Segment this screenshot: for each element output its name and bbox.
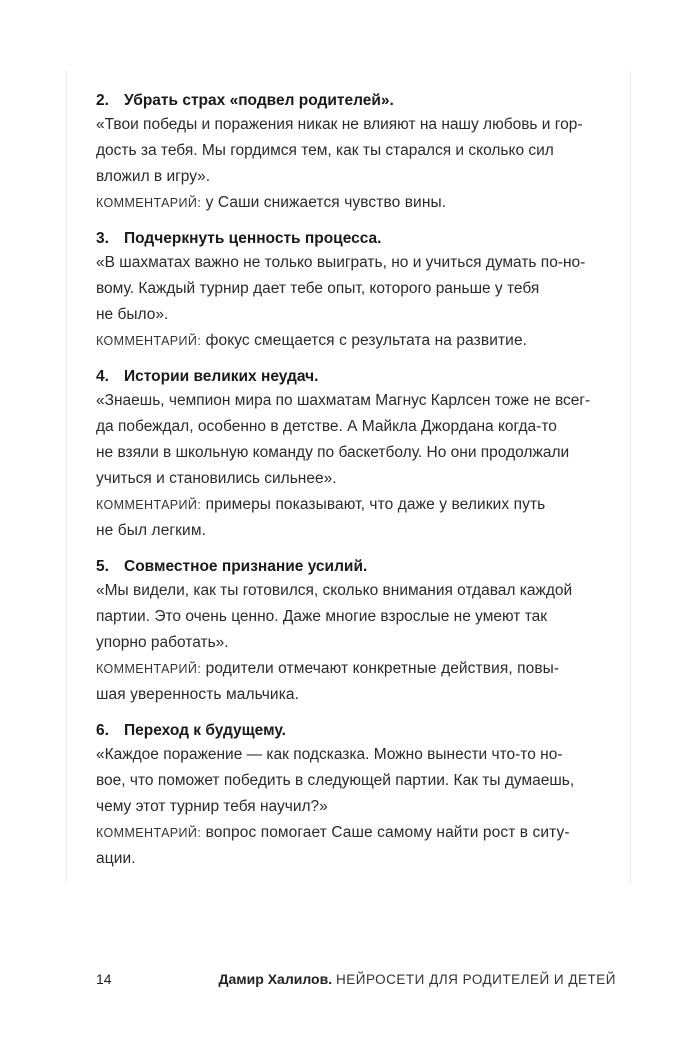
section-quote [96, 112, 616, 190]
page-number: 14 [96, 971, 112, 987]
quote-line: «Каждое поражение — как подсказка. Можно вынести что-то но- [96, 746, 563, 763]
quote-line: дость за тебя. Мы гордимся тем, как ты старался и сколько сил [96, 142, 554, 159]
comment-line: не был легким. [96, 522, 206, 539]
section-number: 4. [96, 368, 109, 385]
comment-line [96, 656, 616, 682]
section-comment [96, 190, 616, 216]
section-3 [96, 228, 616, 354]
quote-line: «В шахматах важно не только выиграть, но и учиться думать по-но- [96, 254, 586, 271]
section-title: Совместное признание усилий. [124, 558, 368, 575]
section-quote [96, 388, 616, 492]
section-heading [96, 556, 616, 578]
section-comment [96, 328, 616, 354]
page-footer [96, 968, 616, 990]
comment-line [96, 328, 616, 354]
section-title: Переход к будущему. [124, 722, 286, 739]
page-edge-left [66, 70, 67, 883]
section-2 [96, 90, 616, 216]
comment-line: ации. [96, 850, 136, 867]
section-comment [96, 492, 616, 544]
comment-text: у Саши снижается чувство вины. [205, 194, 447, 211]
section-heading [96, 228, 616, 250]
section-title: Истории великих неудач. [124, 368, 319, 385]
section-quote [96, 250, 616, 328]
section-number: 5. [96, 558, 109, 575]
running-title [219, 968, 616, 991]
comment-text: вопрос помогает Саше самому найти рост в ситу- [205, 824, 570, 841]
comment-line [96, 492, 616, 518]
section-comment [96, 656, 616, 708]
page-content [96, 90, 616, 884]
quote-line: вое, что поможет победить в следующей партии. Как ты думаешь, [96, 772, 575, 789]
quote-line: чему этот турнир тебя научил?» [96, 798, 328, 815]
comment-line [96, 190, 616, 216]
quote-line: «Твои победы и поражения никак не влияют на нашу любовь и гор- [96, 116, 583, 133]
quote-line: «Знаешь, чемпион мира по шахматам Магнус Карлсен тоже не всег- [96, 392, 591, 409]
section-title: Подчеркнуть ценность процесса. [124, 230, 382, 247]
section-5 [96, 556, 616, 708]
comment-label: КОММЕНТАРИЙ: [96, 334, 202, 348]
section-number: 6. [96, 722, 109, 739]
quote-line: упорно работать». [96, 634, 229, 651]
page-edge-right [630, 70, 631, 883]
section-6 [96, 720, 616, 872]
section-quote [96, 742, 616, 820]
quote-line: не взяли в школьную команду по баскетболу. Но они продолжали [96, 444, 570, 461]
quote-line: вложил в игру». [96, 168, 211, 185]
section-4 [96, 366, 616, 544]
quote-line: да побеждал, особенно в детстве. А Майкла Джордана когда-то [96, 418, 557, 435]
quote-line: партии. Это очень ценно. Даже многие взрослые не умеют так [96, 608, 548, 625]
comment-label: КОММЕНТАРИЙ: [96, 826, 202, 840]
comment-line [96, 820, 616, 846]
comment-text: примеры показывают, что даже у великих путь [205, 496, 546, 513]
comment-label: КОММЕНТАРИЙ: [96, 196, 202, 210]
section-title: Убрать страх «подвел родителей». [124, 92, 394, 109]
quote-line: не было». [96, 306, 169, 323]
comment-text: родители отмечают конкретные действия, повы- [205, 660, 560, 677]
author-name: Дамир Халилов. [218, 971, 333, 987]
section-number: 2. [96, 92, 109, 109]
quote-line: учиться и становились сильнее». [96, 470, 337, 487]
section-heading [96, 720, 616, 742]
section-comment [96, 820, 616, 872]
section-quote [96, 578, 616, 656]
comment-label: КОММЕНТАРИЙ: [96, 662, 202, 676]
comment-line: шая уверенность мальчика. [96, 686, 300, 703]
book-title: НЕЙРОСЕТИ ДЛЯ РОДИТЕЛЕЙ И ДЕТЕЙ [335, 972, 616, 987]
quote-line: «Мы видели, как ты готовился, сколько внимания отдавал каждой [96, 582, 573, 599]
quote-line: вому. Каждый турнир дает тебе опыт, которого раньше у тебя [96, 280, 540, 297]
comment-text: фокус смещается с результата на развитие. [205, 332, 528, 349]
section-number: 3. [96, 230, 109, 247]
section-heading [96, 90, 616, 112]
comment-label: КОММЕНТАРИЙ: [96, 498, 202, 512]
section-heading [96, 366, 616, 388]
